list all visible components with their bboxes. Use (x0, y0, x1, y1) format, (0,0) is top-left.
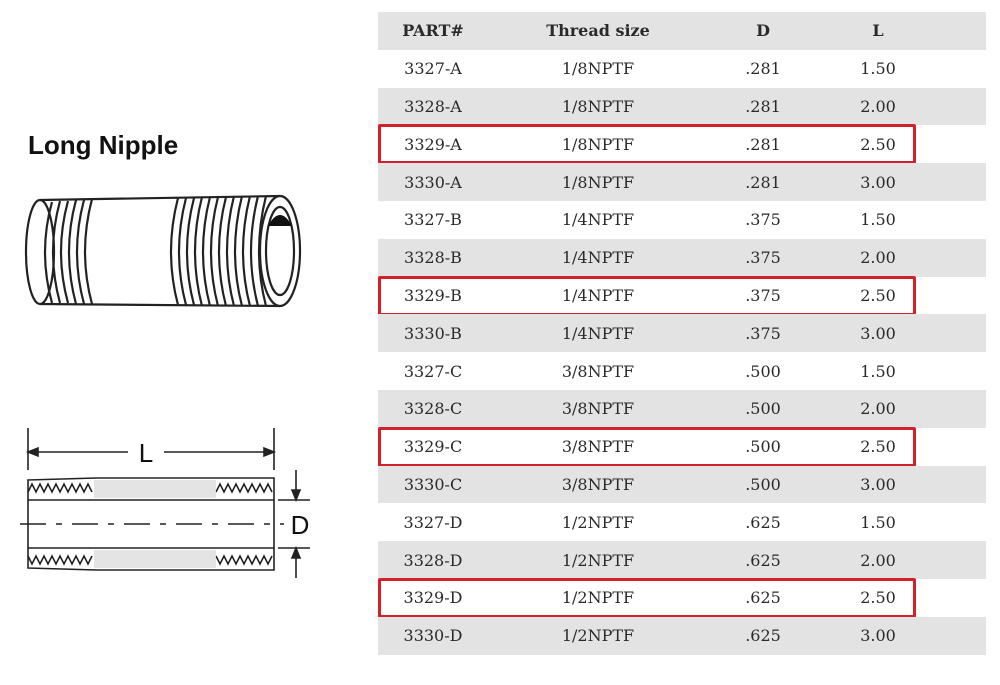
cell-thread-size: 3/8NPTF (561, 474, 635, 494)
cell-d: .625 (745, 626, 781, 646)
table-row (378, 50, 986, 88)
cell-d: .625 (745, 588, 781, 608)
table-row (378, 88, 986, 126)
diameter-label: D (290, 510, 310, 540)
cell-thread-size: 1/8NPTF (561, 172, 635, 192)
cell-d: .375 (745, 210, 781, 230)
cell-part: 3329-D (403, 588, 463, 608)
cell-l: 2.00 (860, 550, 896, 570)
table-row (378, 239, 986, 277)
long-nipple-illustration (18, 186, 303, 316)
table-header-row (378, 12, 986, 50)
cell-d: .625 (745, 550, 781, 570)
cell-part: 3329-A (404, 134, 462, 154)
table-row (378, 125, 986, 163)
cell-thread-size: 3/8NPTF (561, 399, 635, 419)
cell-d: .281 (745, 96, 781, 116)
table-row (378, 466, 986, 504)
cell-thread-size: 3/8NPTF (561, 361, 635, 381)
table-row (378, 390, 986, 428)
cell-l: 2.50 (860, 588, 896, 608)
parts-table (378, 12, 986, 655)
cell-thread-size: 1/2NPTF (561, 512, 635, 532)
cell-part: 3328-D (403, 550, 463, 570)
cell-l: 2.50 (860, 285, 896, 305)
cell-d: .281 (745, 172, 781, 192)
cell-part: 3327-D (403, 512, 463, 532)
cell-part: 3327-C (403, 361, 463, 381)
table-row (378, 352, 986, 390)
cell-part: 3330-C (403, 474, 463, 494)
cell-part: 3329-C (403, 437, 463, 457)
cell-d: .375 (745, 323, 781, 343)
cell-part: 3327-B (404, 210, 462, 230)
cell-d: .281 (745, 134, 781, 154)
table-row (378, 314, 986, 352)
cell-part: 3328-A (404, 96, 462, 116)
cell-l: 1.50 (860, 512, 896, 532)
cell-d: .625 (745, 512, 781, 532)
cell-part: 3328-B (404, 248, 462, 268)
cell-l: 2.50 (860, 437, 896, 457)
cell-d: .375 (745, 285, 781, 305)
cell-l: 2.00 (860, 248, 896, 268)
page-title: Long Nipple (28, 130, 179, 160)
cell-thread-size: 3/8NPTF (561, 437, 635, 457)
cell-d: .375 (745, 248, 781, 268)
header-part: PART# (402, 21, 464, 41)
table-row (378, 201, 986, 239)
cell-thread-size: 1/4NPTF (561, 285, 635, 305)
table-row (378, 277, 986, 315)
cell-part: 3328-C (403, 399, 463, 419)
header-d: D (756, 21, 770, 41)
table-row (378, 617, 986, 655)
cell-thread-size: 1/2NPTF (561, 550, 635, 570)
cell-l: 1.50 (860, 59, 896, 79)
cell-d: .500 (745, 361, 781, 381)
cell-l: 1.50 (860, 361, 896, 381)
cell-l: 3.00 (860, 172, 896, 192)
table-row (378, 579, 986, 617)
cell-d: .500 (745, 437, 781, 457)
cell-part: 3329-B (404, 285, 462, 305)
cell-thread-size: 1/2NPTF (561, 626, 635, 646)
cell-thread-size: 1/4NPTF (561, 248, 635, 268)
cell-l: 2.50 (860, 134, 896, 154)
cell-thread-size: 1/8NPTF (561, 59, 635, 79)
cell-thread-size: 1/4NPTF (561, 210, 635, 230)
cell-d: .281 (745, 59, 781, 79)
cell-l: 3.00 (860, 323, 896, 343)
table-row (378, 503, 986, 541)
cell-l: 1.50 (860, 210, 896, 230)
cell-l: 3.00 (860, 626, 896, 646)
header-l: L (872, 21, 884, 41)
cell-thread-size: 1/8NPTF (561, 96, 635, 116)
header-thread-size: Thread size (546, 21, 650, 41)
cell-l: 2.00 (860, 96, 896, 116)
cell-thread-size: 1/8NPTF (561, 134, 635, 154)
cell-thread-size: 1/4NPTF (561, 323, 635, 343)
cell-l: 3.00 (860, 474, 896, 494)
cell-part: 3330-A (404, 172, 462, 192)
cell-d: .500 (745, 474, 781, 494)
cell-part: 3330-B (404, 323, 462, 343)
cell-part: 3330-D (403, 626, 463, 646)
length-label: L (138, 438, 154, 468)
cell-l: 2.00 (860, 399, 896, 419)
table-row (378, 428, 986, 466)
cell-part: 3327-A (404, 59, 462, 79)
dimension-diagram (16, 420, 316, 590)
cell-d: .500 (745, 399, 781, 419)
cell-thread-size: 1/2NPTF (561, 588, 635, 608)
table-row (378, 541, 986, 579)
table-row (378, 163, 986, 201)
